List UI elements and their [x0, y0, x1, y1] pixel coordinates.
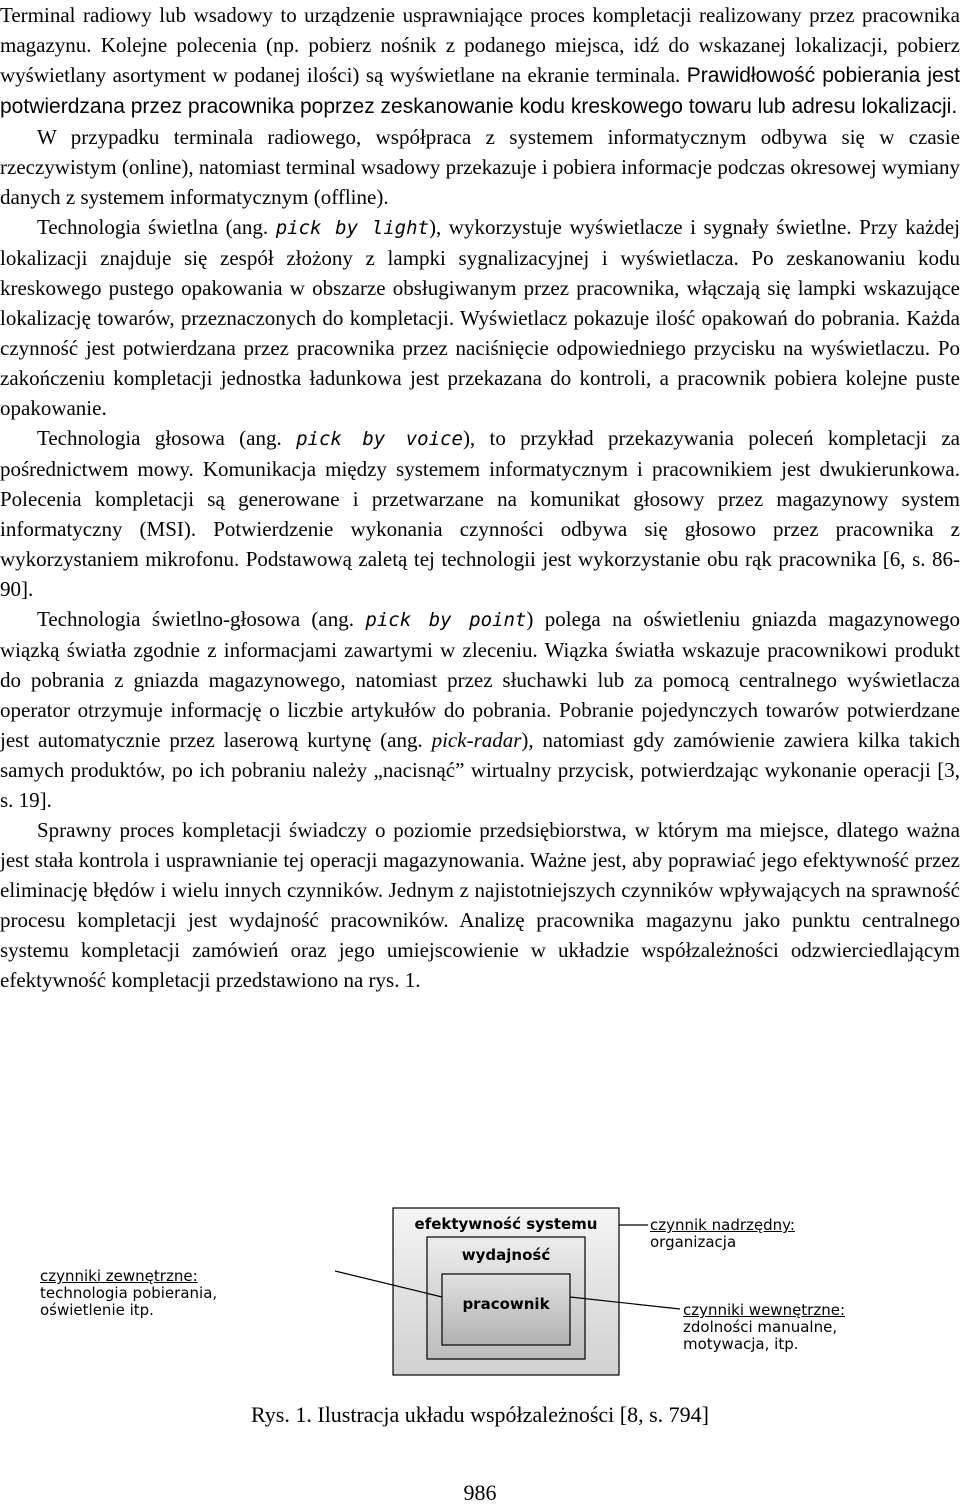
page-number: 986: [463, 1480, 497, 1505]
paragraph-pick-by-light: [0, 212, 960, 423]
superior-factor: [650, 1217, 795, 1251]
figure-caption: Rys. 1. Ilustracja układu współzależności [8, s. 794]: [251, 1402, 709, 1427]
label-efektywnosc: efektywność systemu: [414, 1215, 598, 1233]
internal-line1: zdolności manualne,: [683, 1318, 838, 1336]
pbl-body: ), wykorzystuje wyświetlacze i sygnały świetlne. Przy każdej lokalizacji znajduje się zespół złożony z lampki sygnalizacyjnej i wyświetlacza. Po zeskanowaniu kodu kreskowego pustego opakowania w obszarze obsługiwanym przez pracownika, włączają się lampki wskazujące lokalizację towarów, przeznaczonych do kompletacji. Wyświetlacz pokazuje ilość opakowań do pobrania. Każda czynność jest potwierdzana przez pracownika przez naciśnięcie odpowiedniego przycisku na wyświetlaczu. Po zakończeniu kompletacji jednostka ładunkowa jest przekazana do kontroli, a pracownik pobiera kolejne puste opakowanie.: [0, 215, 960, 420]
pbp-term2: pick-radar: [431, 728, 522, 752]
pbp-body: ) polega na oświetleniu gniazda magazynowego wiązką światła zgodnie z informacjami zawartymi w zleceniu. Wiązka światła wskazuje pracownikowi produkt do pobrania z gniazda magazynowego, natomiast przez słuchawki lub za pomocą centralnego wyświetlacza operator otrzymuje informację o liczbie artykułów do pobrania. Pobranie pojedynczych towarów potwierdzane jest automatycznie przez laserową kurtynę (ang.: [0, 607, 960, 752]
paragraph-terminal-part2: Prawidłowość pobierania jest potwierdzana przez pracownika poprzez zeskanowanie kodu kreskowego towaru lub adresu lokalizacji.: [0, 64, 960, 118]
internal-line2: motywacja, itp.: [683, 1335, 799, 1353]
label-wydajnosc: wydajność: [461, 1246, 551, 1264]
pbl-term: pick by light: [275, 217, 429, 239]
external-factors: [40, 1268, 217, 1319]
superior-title: czynnik nadrzędny:: [650, 1216, 795, 1234]
external-line2: oświetlenie itp.: [40, 1301, 154, 1319]
external-title: czynniki zewnętrzne:: [40, 1267, 198, 1285]
pbv-term: pick by voice: [296, 428, 463, 450]
figure-interdependence: [0, 1195, 960, 1410]
paragraph-terminal: [0, 0, 960, 122]
label-pracownik: pracownik: [462, 1295, 550, 1313]
paragraph-efficiency: Sprawny proces kompletacji świadczy o poziomie przedsiębiorstwa, w którym ma miejsce, dlatego ważna jest stała kontrola i usprawnianie tej operacji magazynowania. Ważne jest, aby poprawiać jego efektywność przez eliminację błędów i wielu innych czynników. Jednym z najistotniejszych czynników wpływających na sprawność procesu kompletacji jest wydajność pracowników. Analizę pracownika magazynu jako punktu centralnego systemu kompletacji zamówień oraz jego umiejscowienie w układzie współzależności odzwierciedlającym efektywność kompletacji przedstawiono na rys. 1.: [0, 818, 960, 992]
external-line1: technologia pobierania,: [40, 1284, 218, 1302]
superior-line1: organizacja: [650, 1233, 737, 1251]
pbv-body: ), to przykład przekazywania poleceń kompletacji za pośrednictwem mowy. Komunikacja między systemem informatycznym i pracownikiem jest dwukierunkowa. Polecenia kompletacji są generowane i przetwarzane na komunikat głosowy przez magazynowy system informatyczny (MSI). Potwierdzenie wykonania czynności odbywa się głosowo przez pracownika z wykorzystaniem mikrofonu. Podstawową zaletą tej technologii jest wykorzystanie obu rąk pracownika [6, s. 86-90].: [0, 426, 960, 601]
internal-title: czynniki wewnętrzne:: [683, 1301, 846, 1319]
pbv-intro: Technologia głosowa (ang.: [37, 426, 282, 450]
paragraph-pick-by-voice: [0, 423, 960, 604]
internal-factors: [683, 1302, 845, 1353]
paragraph-terminal-part1: Terminal radiowy lub wsadowy to urządzenie usprawniające proces kompletacji realizowany przez pracownika magazynu. Kolejne polecenia (np. pobierz nośnik z podanego miejsca, idź do wskazanej lokalizacji, pobierz wyświetlany asortyment w podanej ilości) są wyświetlane na ekranie terminala.: [0, 3, 960, 87]
pbp-end: ), natomiast gdy zamówienie zawiera kilka takich samych produktów, po ich pobraniu należy „nacisnąć” wirtualny przycisk, potwierdzając wykonanie operacji [3, s. 19].: [0, 728, 960, 812]
pbl-intro: Technologia świetlna (ang.: [37, 215, 269, 239]
paragraph-radio-terminal: W przypadku terminala radiowego, współpraca z systemem informatycznym odbywa się w czasie rzeczywistym (online), natomiast terminal wsadowy przekazuje i pobiera informacje podczas okresowej wymiany danych z systemem informatycznym (offline).: [0, 125, 960, 209]
pbp-term: pick by point: [365, 609, 527, 631]
paragraph-pick-by-point: [0, 604, 960, 815]
pbp-intro: Technologia świetlno-głosowa (ang.: [37, 607, 354, 631]
